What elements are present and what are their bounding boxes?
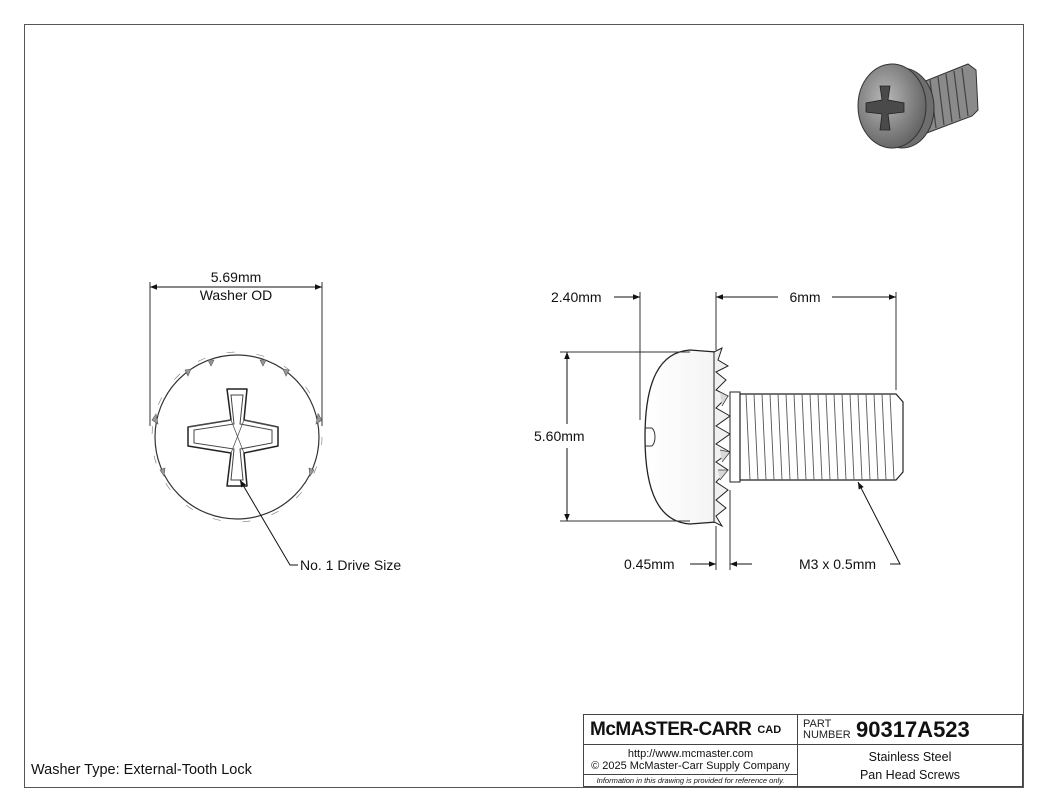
washer-thickness-value: 0.45mm (624, 556, 675, 572)
part-description (798, 745, 1022, 787)
side-view (534, 289, 903, 572)
website-link[interactable]: http://www.mcmaster.com (627, 748, 754, 760)
front-view (150, 269, 401, 573)
description-material: Stainless Steel (868, 750, 952, 764)
brand-logo[interactable] (584, 715, 798, 745)
head-diameter-value: 5.60mm (534, 428, 585, 444)
drive-size-callout: No. 1 Drive Size (300, 557, 402, 573)
length-value: 6mm (789, 289, 821, 305)
description-type: Pan Head Screws (859, 768, 961, 782)
title-block (583, 714, 1023, 787)
brand-name: McMASTER-CARR (590, 718, 752, 740)
reference-disclaimer: Information in this drawing is provided for reference only. (596, 776, 785, 785)
washer-od-value: 5.69mm (210, 269, 262, 285)
head-height-value: 2.40mm (551, 289, 602, 305)
part-number-label: PART NUMBER (798, 715, 844, 745)
cad-mark-icon: CAD (757, 723, 782, 736)
washer-od-label: Washer OD (199, 287, 273, 303)
thread-callout: M3 x 0.5mm (799, 556, 877, 572)
isometric-view-icon (858, 64, 978, 148)
part-number: 90317A523 (844, 715, 1022, 745)
washer-type-note: Washer Type: External-Tooth Lock (31, 762, 252, 778)
company-info (584, 745, 798, 787)
copyright-text: © 2025 McMaster-Carr Supply Company (584, 760, 797, 775)
